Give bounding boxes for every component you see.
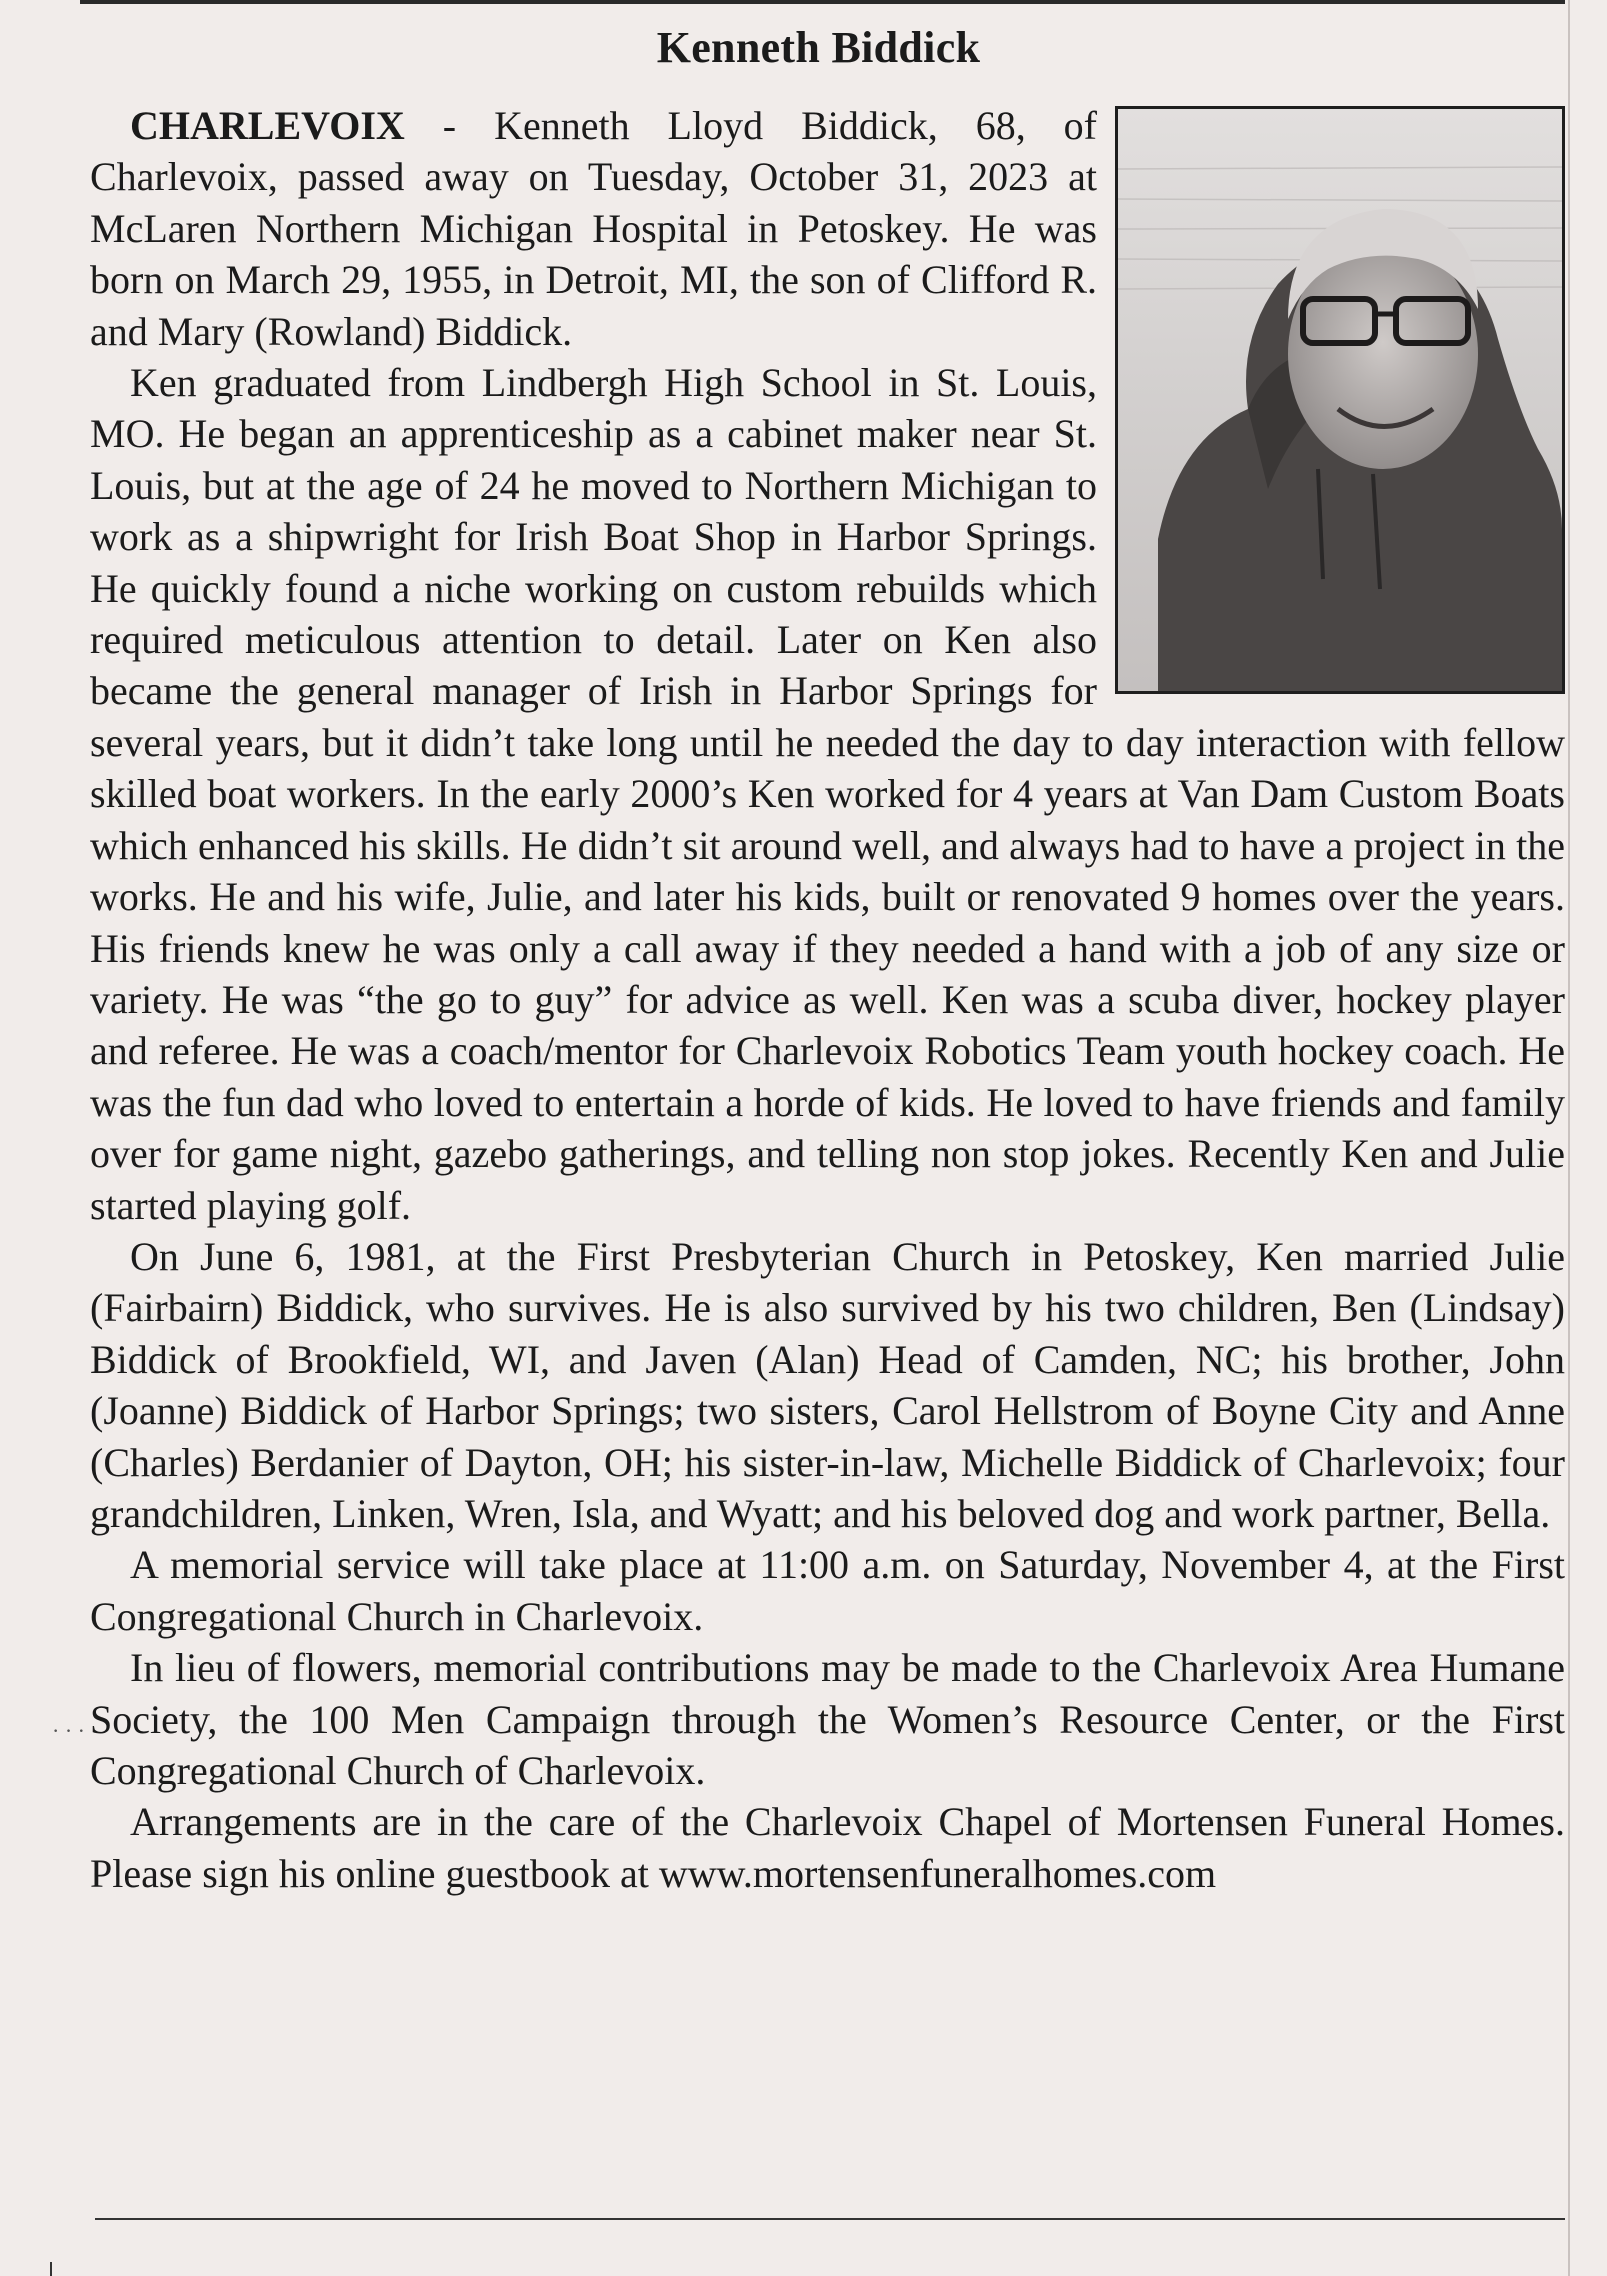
dateline: CHARLEVOIX xyxy=(130,103,405,148)
bottom-rule xyxy=(95,2218,1565,2220)
crop-mark xyxy=(50,2262,52,2276)
paragraph-3: On June 6, 1981, at the First Presbyterian Church in Petoskey, Ken married Julie (Fairbairn) Biddick, who survives. He is also survived by his two children, Ben (Lindsay) Biddick of Brookfield, WI, and Javen (Alan) Head of Camden, NC; his brother, John (Joanne) Biddick of Harbor Springs; two sisters, Carol Hellstrom of Boyne City and Anne (Charles) Berdanier of Dayton, OH; his sister-in-law, Michelle Biddick of Charlevoix; four grandchildren, Linken, Wren, Isla, and Wyatt; and his beloved dog and work partner, Bella. xyxy=(90,1233,1565,1536)
paragraph-4: A memorial service will take place at 11:00 a.m. on Saturday, November 4, at the First Congregational Church in Charlevoix. xyxy=(90,1542,1565,1639)
paragraph-5: In lieu of flowers, memorial contributions may be made to the Charlevoix Area Humane Society, the 100 Men Campaign through the Women’s Resource Center, or the First Congregational Church of Charlevoix. xyxy=(90,1645,1565,1793)
column-edge xyxy=(1568,0,1570,2276)
top-rule xyxy=(80,0,1565,4)
portrait-illustration xyxy=(1118,109,1562,691)
paragraph-6: Arrangements are in the care of the Charlevoix Chapel of Mortensen Funeral Homes. Please sign his online guestbook at www.mortensenfuneralhomes.com xyxy=(90,1799,1565,1896)
obituary-body xyxy=(90,100,1565,1899)
portrait-photo xyxy=(1115,106,1565,694)
obituary-headline: Kenneth Biddick xyxy=(656,23,981,72)
paragraph-1-text: - Kenneth Lloyd Biddick, 68, of Charlevoix, passed away on Tuesday, October 31, 2023 at McLaren Northern Michigan Hospital in Petoskey. He was born on March 29, 1955, in Detroit, MI, the son of Clifford R. and Mary (Rowland) Biddick. xyxy=(90,103,1097,354)
margin-dots: · · · xyxy=(52,1718,85,1743)
paragraph-2: Ken graduated from Lindbergh High School in St. Louis, MO. He began an apprenticeship as a cabinet maker near St. Louis, but at the age of 24 he moved to Northern Michigan to work as a shipwright for Irish Boat Shop in Harbor Springs. He quickly found a niche working on custom rebuilds which required meticulous attention to detail. Later on Ken also became the general manager of Irish in Harbor Springs for several years, but it didn’t take long until he needed the day to day interaction with fellow skilled boat workers. In the early 2000’s Ken worked for 4 years at Van Dam Custom Boats which enhanced his skills. He didn’t sit around well, and always had to have a project in the works. He and his wife, Julie, and later his kids, built or renovated 9 homes over the years. His friends knew he was only a call away if they needed a hand with a job of any size or variety. He was “the go to guy” for advice as well. Ken was a scuba diver, hockey player and referee. He was a coach/mentor for Charlevoix Robotics Team youth hockey coach. He was the fun dad who loved to entertain a horde of kids. He loved to have friends and family over for game night, gazebo gatherings, and telling non stop jokes. Recently Ken and Julie started playing golf. xyxy=(90,360,1565,1228)
